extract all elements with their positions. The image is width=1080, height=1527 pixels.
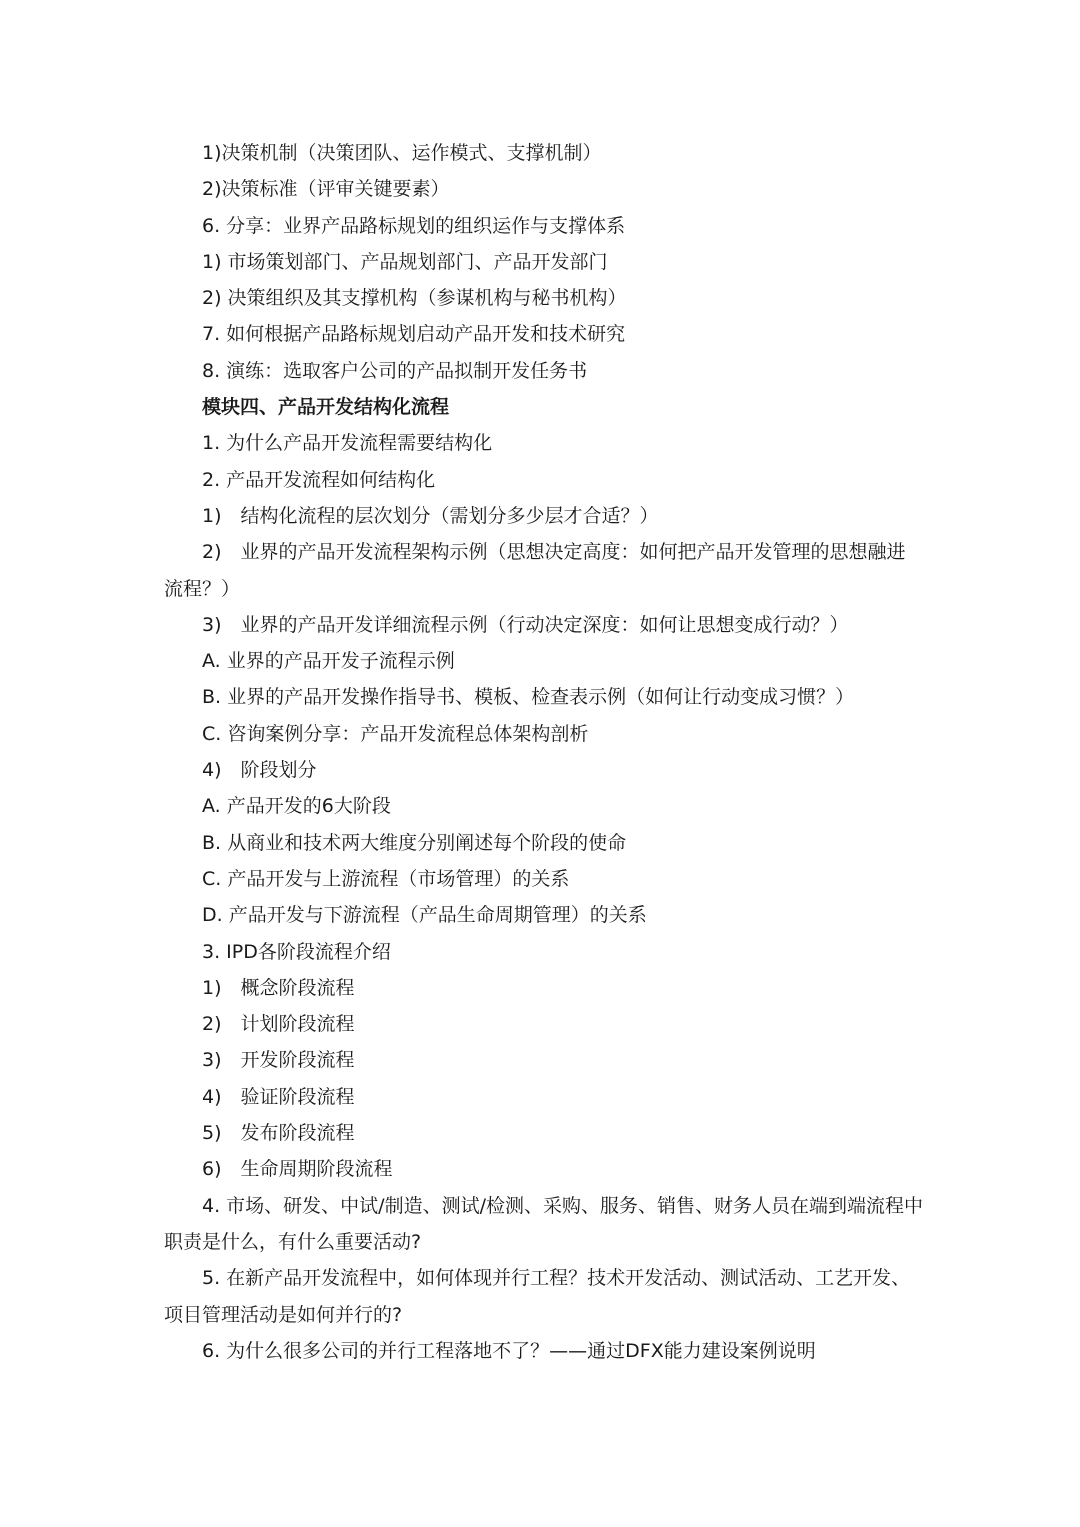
document-body [164,135,924,1369]
paragraph-line: B. 从商业和技术两大维度分别阐述每个阶段的使命 [202,831,627,854]
paragraph-line: A. 产品开发的6大阶段 [202,795,391,818]
paragraph-line: 4) 验证阶段流程 [202,1085,355,1108]
paragraph-line: 4) 阶段划分 [202,759,317,782]
paragraph-line: 1) 概念阶段流程 [202,976,355,999]
paragraph-line: 4. 市场、研发、中试/制造、测试/检测、采购、服务、销售、财务人员在端到端流程中职责是什么，有什么重要活动? [164,1194,923,1253]
paragraph-line: 1)决策机制（决策团队、运作模式、支撑机制） [202,142,602,164]
paragraph-line: 1. 为什么产品开发流程需要结构化 [202,432,493,455]
paragraph-line: 5. 在新产品开发流程中，如何体现并行工程？技术开发活动、测试活动、工艺开发、项目管理活动是如何并行的? [164,1267,911,1326]
paragraph-line: 5) 发布阶段流程 [202,1122,355,1145]
paragraph-line: B. 业界的产品开发操作指导书、模板、检查表示例（如何让行动变成习惯？） [202,686,855,709]
paragraph-line: 2) 计划阶段流程 [202,1013,355,1036]
paragraph-line: 2) 业界的产品开发流程架构示例（思想决定高度：如何把产品开发管理的思想融进流程？） [164,541,906,600]
paragraph-line: 7. 如何根据产品路标规划启动产品开发和技术研究 [202,323,626,346]
paragraph-line: 1) 市场策划部门、产品规划部门、产品开发部门 [202,250,608,273]
paragraph-line: 1) 结构化流程的层次划分（需划分多少层才合适？） [202,504,659,527]
paragraph-line: A. 业界的产品开发子流程示例 [202,650,455,673]
paragraph-line: 3) 开发阶段流程 [202,1049,355,1072]
paragraph-line: D. 产品开发与下游流程（产品生命周期管理）的关系 [202,904,647,927]
paragraph-line: C. 咨询案例分享：产品开发流程总体架构剖析 [202,722,589,745]
section-heading: 模块四、产品开发结构化流程 [202,396,450,419]
paragraph-line: 3) 业界的产品开发详细流程示例（行动决定深度：如何让思想变成行动？） [202,613,849,636]
paragraph-line: 2)决策标准（评审关键要素） [202,178,450,201]
paragraph-line: 8. 演练：选取客户公司的产品拟制开发任务书 [202,359,588,382]
paragraph-line: 3. IPD各阶段流程介绍 [202,940,391,963]
paragraph-line: 6. 为什么很多公司的并行工程落地不了？——通过DFX能力建设案例说明 [202,1339,816,1362]
paragraph-line: 2) 决策组织及其支撑机构（参谋机构与秘书机构） [202,287,627,310]
paragraph-line: 6) 生命周期阶段流程 [202,1158,393,1181]
paragraph-line: 2. 产品开发流程如何结构化 [202,468,436,491]
paragraph-line: 6. 分享：业界产品路标规划的组织运作与支撑体系 [202,214,626,237]
paragraph-line: C. 产品开发与上游流程（市场管理）的关系 [202,867,570,890]
